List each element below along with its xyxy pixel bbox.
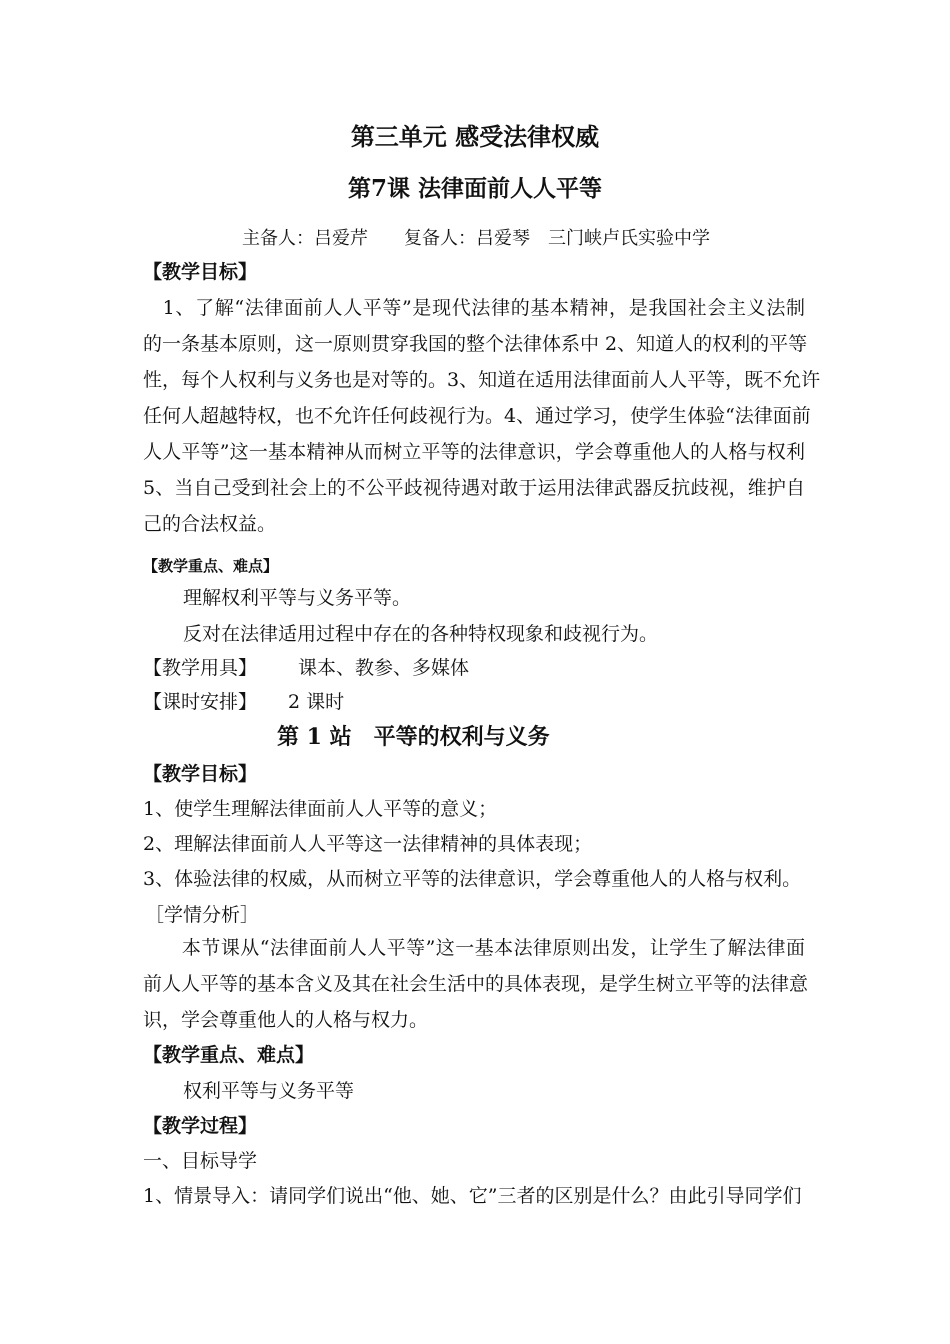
section-teaching-goals-heading: 【教学目标】 [143, 261, 258, 283]
station-key-points-value: 权利平等与义务平等 [183, 1080, 355, 1102]
station-goal-item: 1、使学生理解法律面前人人平等的意义； [143, 798, 498, 820]
schedule-heading: 【课时安排】 [143, 691, 258, 713]
lesson-title: 第7课 法律面前人人平等 [347, 175, 602, 202]
unit-title: 第三单元 感受法律权威 [350, 122, 600, 151]
goal-paragraph-line: 性，每个人权利与义务也是对等的。3、知道在适用法律面前人人平等，既不允许 [143, 369, 821, 391]
goal-paragraph-line: 己的合法权益。 [143, 513, 277, 535]
goal-paragraph-line: 5、当自己受到社会上的不公平歧视待遇对敢于运用法律武器反抗歧视，维护自 [143, 477, 805, 499]
process-step-title: 一、目标导学 [143, 1150, 258, 1172]
key-point-line: 理解权利平等与义务平等。 [183, 587, 412, 609]
process-heading: 【教学过程】 [143, 1115, 258, 1137]
key-point-line: 反对在法律适用过程中存在的各种特权现象和歧视行为。 [183, 623, 659, 645]
analysis-paragraph-line: 识，学会尊重他人的人格与权力。 [143, 1009, 429, 1031]
goal-paragraph-line: 任何人超越特权，也不允许任何歧视行为。4、通过学习，使学生体验“法律面前 [143, 405, 811, 427]
tools-heading: 【教学用具】 [143, 657, 258, 679]
process-line: 1、情景导入：请同学们说出“他、她、它”三者的区别是什么？由此引导同学们 [143, 1185, 802, 1207]
goal-paragraph-line: 人人平等”这一基本精神从而树立平等的法律意识，学会尊重他人的人格与权利 [143, 441, 805, 463]
section-key-points-heading: 【教学重点、难点】 [143, 557, 279, 575]
analysis-heading: ［学情分析］ [145, 904, 260, 926]
station-key-points-heading: 【教学重点、难点】 [143, 1044, 315, 1066]
goal-paragraph-line: 1、了解“法律面前人人平等”是现代法律的基本精神，是我国社会主义法制 [143, 297, 805, 319]
station-goal-item: 2、理解法律面前人人平等这一法律精神的具体表现； [143, 833, 593, 855]
authors-line: 主备人：吕爱芹 复备人：吕爱琴 三门峡卢氏实验中学 [242, 228, 710, 249]
station-goal-item: 3、体验法律的权威，从而树立平等的法律意识，学会尊重他人的人格与权利。 [143, 868, 802, 890]
station-title: 第 1 站 平等的权利与义务 [277, 724, 550, 750]
goal-paragraph-line: 的一条基本原则，这一原则贯穿我国的整个法律体系中 2、知道人的权利的平等 [143, 333, 808, 355]
analysis-paragraph-line: 前人人平等的基本含义及其在社会生活中的具体表现，是学生树立平等的法律意 [143, 973, 809, 995]
tools-value: 课本、教参、多媒体 [298, 657, 470, 679]
station-goals-heading: 【教学目标】 [143, 763, 258, 785]
analysis-paragraph-line: 本节课从“法律面前人人平等”这一基本法律原则出发，让学生了解法律面 [143, 937, 805, 959]
schedule-value: 2 课时 [288, 691, 345, 713]
